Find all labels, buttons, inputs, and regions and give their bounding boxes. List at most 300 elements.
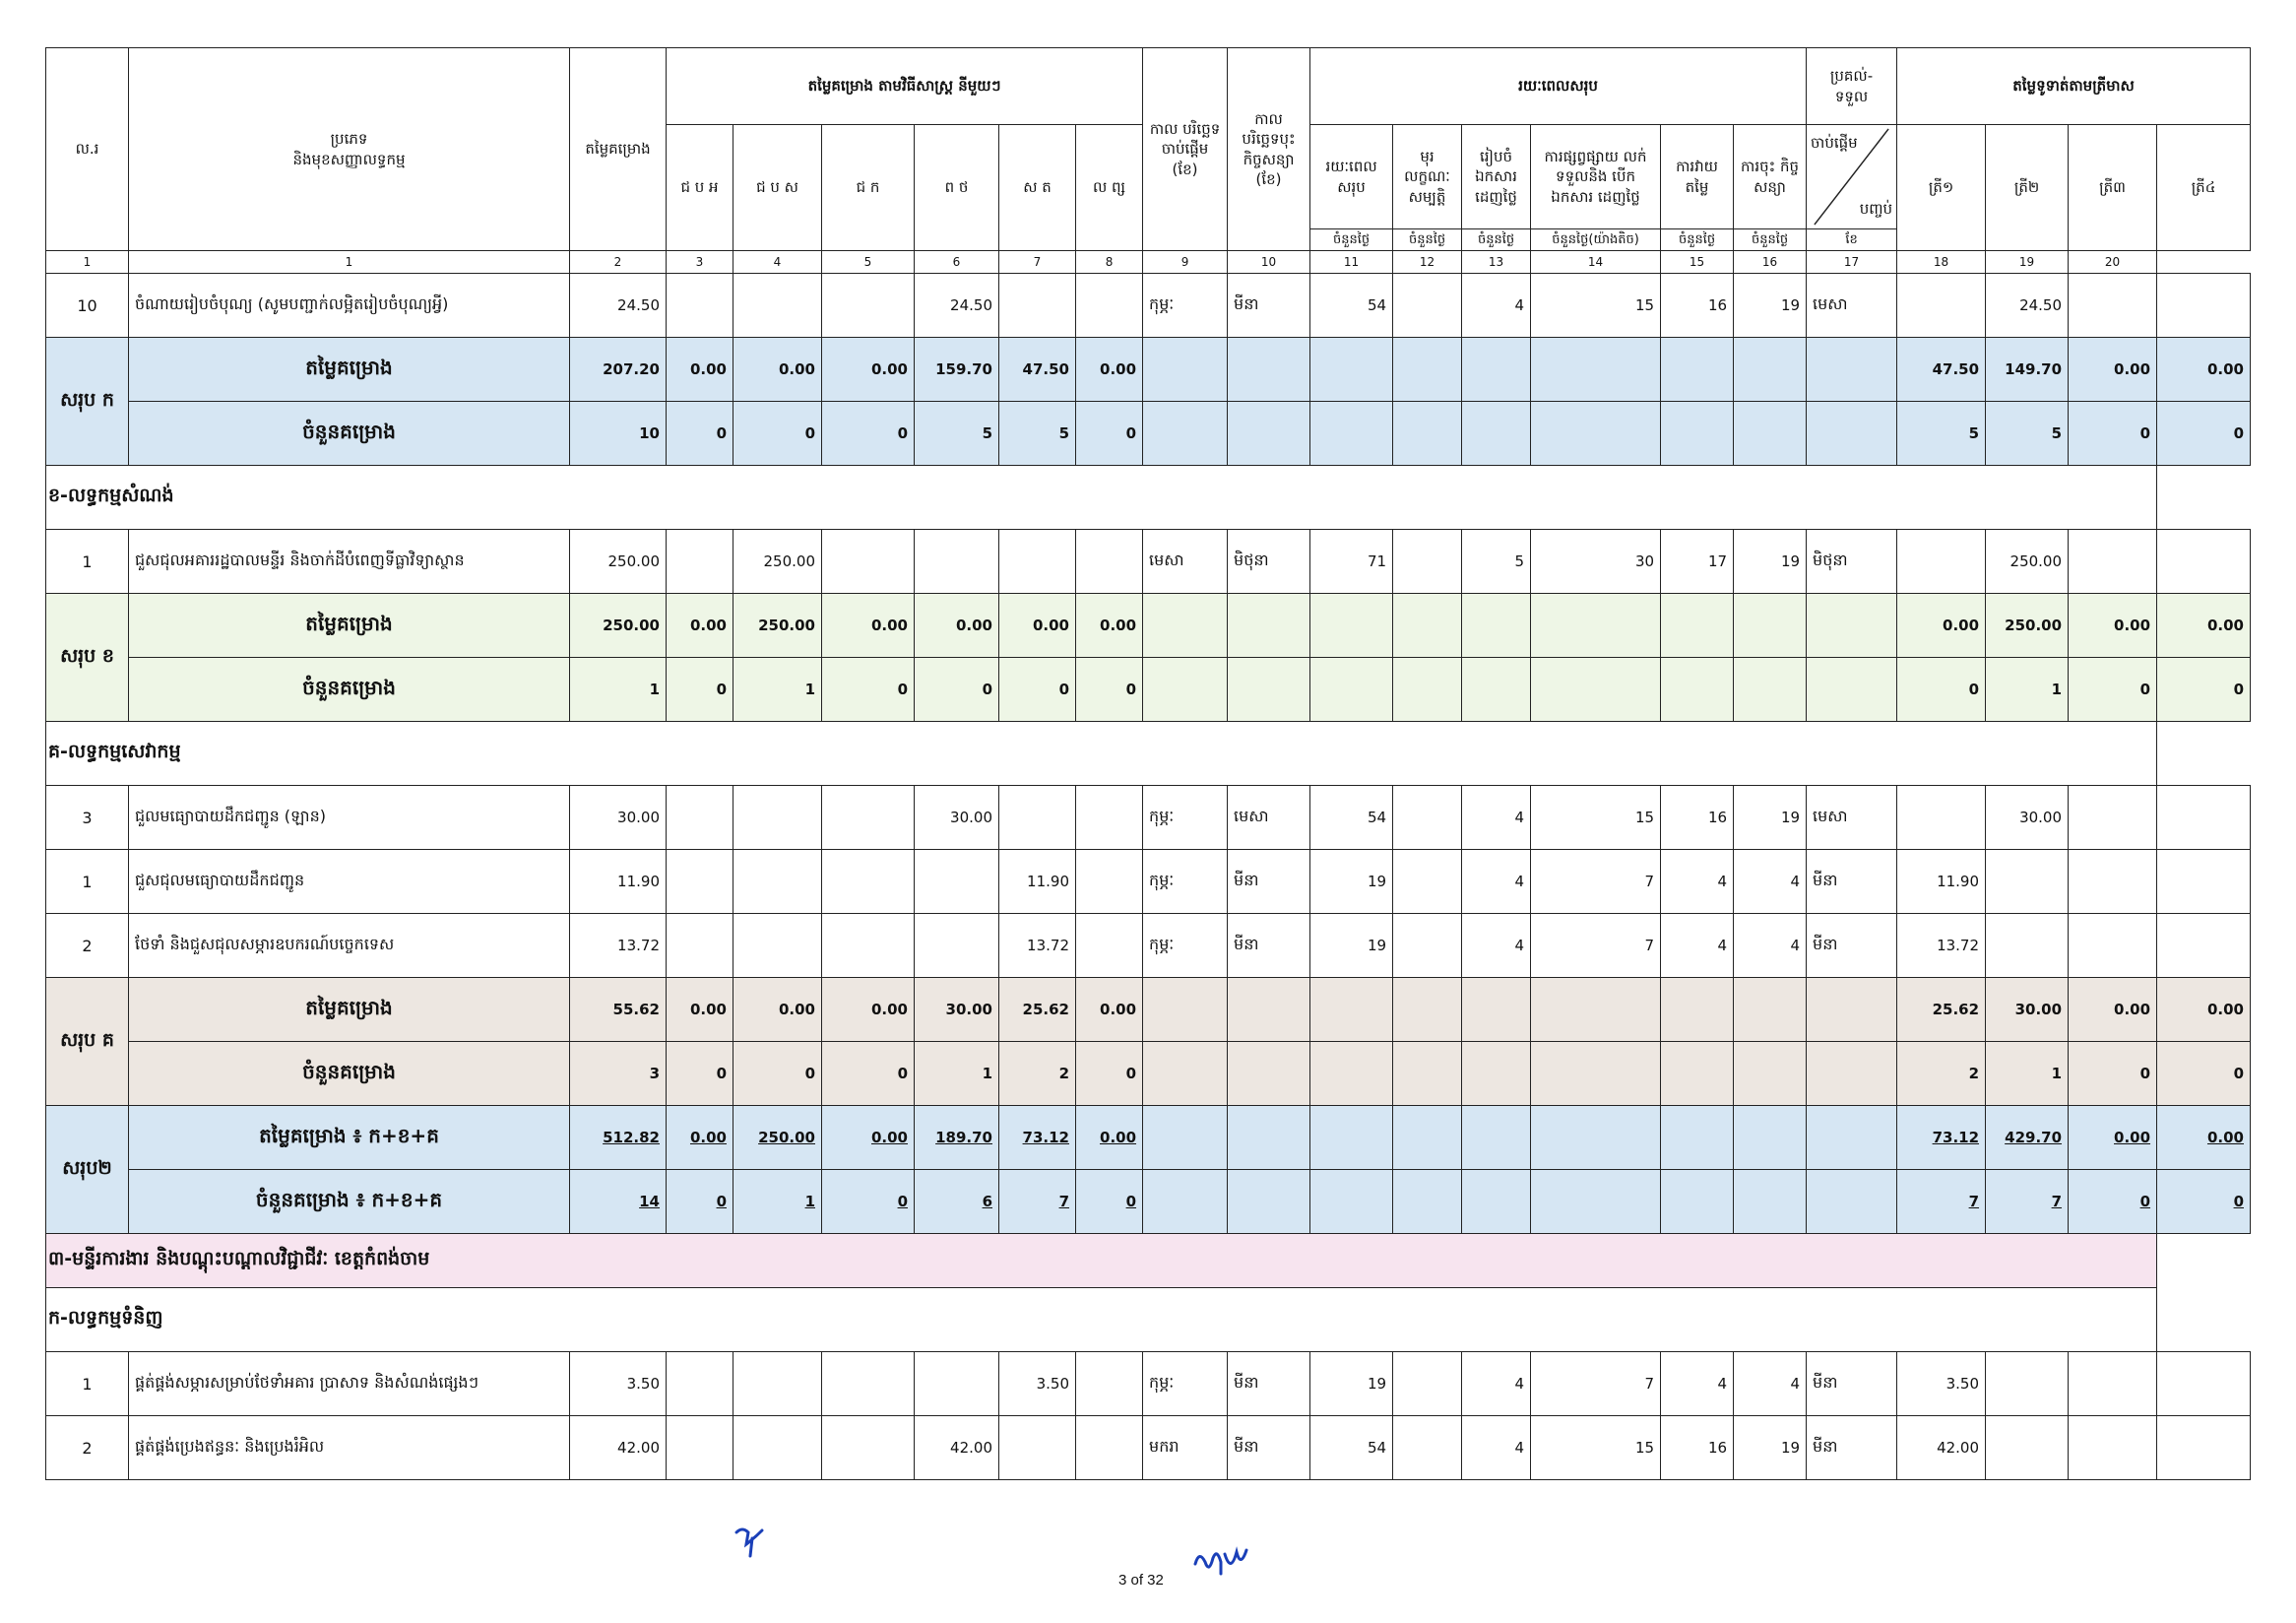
- quarter-total-value: 25.62: [1897, 978, 1986, 1042]
- quarter-total-value: 149.70: [1986, 338, 2069, 402]
- empty-cell: [1228, 338, 1310, 402]
- prepare-days: 4: [1462, 914, 1531, 978]
- method-value: [667, 786, 733, 850]
- publish-days: 15: [1531, 1416, 1661, 1480]
- evaluation-days: 4: [1661, 914, 1734, 978]
- quarter-total-value: 1: [1986, 658, 2069, 722]
- empty-cell: [1310, 1042, 1393, 1106]
- method-value: [733, 274, 822, 338]
- col-number: 18: [1897, 251, 1986, 274]
- empty-cell: [1310, 978, 1393, 1042]
- method-total-value: 0: [822, 402, 915, 466]
- empty-cell: [1143, 402, 1228, 466]
- count-label: ចំនួនគម្រោង: [129, 658, 570, 722]
- count-label: ចំនួនគម្រោង ៖ ក+ខ+គ: [129, 1170, 570, 1234]
- method-value: 30.00: [915, 786, 999, 850]
- method-total-value: 0: [1076, 402, 1143, 466]
- estimate-value: 30.00: [570, 786, 667, 850]
- empty-cell: [1734, 338, 1807, 402]
- method-total-value: 0: [1076, 1170, 1143, 1234]
- start-finish-header: [1807, 125, 1897, 229]
- total-value: 3: [570, 1042, 667, 1106]
- empty-cell: [1734, 1042, 1807, 1106]
- method-total-value: 0: [915, 658, 999, 722]
- method-total-value: 7: [999, 1170, 1076, 1234]
- table-row: [46, 850, 2251, 914]
- item-name: ចំណាយរៀបចំបុណ្យ (សូមបញ្ជាក់លម្អិតរៀបចំបុណ្យអ្វី): [129, 274, 570, 338]
- evaluation-header: ការវាយ តម្លៃ: [1661, 125, 1734, 229]
- quarter-1-value: 11.90: [1897, 850, 1986, 914]
- qualification-header: មុរ លក្ខណៈ សម្បត្តិ: [1393, 125, 1462, 229]
- empty-cell: [1393, 338, 1462, 402]
- method-total-value: 0: [733, 402, 822, 466]
- quarter-2-value: [1986, 850, 2069, 914]
- empty-cell: [1462, 594, 1531, 658]
- empty-cell: [1143, 594, 1228, 658]
- quarter-total-value: 0.00: [2157, 1106, 2251, 1170]
- start-month: កុម្ភៈ: [1143, 274, 1228, 338]
- method-value: [733, 1416, 822, 1480]
- estimate-value: 13.72: [570, 914, 667, 978]
- quarter-total-value: 73.12: [1897, 1106, 1986, 1170]
- method-total-value: 0: [667, 1170, 733, 1234]
- start-month: កុម្ភៈ: [1143, 914, 1228, 978]
- quarter-total-value: 5: [1897, 402, 1986, 466]
- quarter-total-value: 47.50: [1897, 338, 1986, 402]
- quarter-total-value: 7: [1986, 1170, 2069, 1234]
- method-value: [733, 1352, 822, 1416]
- empty-cell: [1462, 658, 1531, 722]
- method-col-5: ជ ក: [822, 125, 915, 251]
- section-title: ក-លទ្ធកម្មទំនិញ: [46, 1288, 2157, 1352]
- section-title: គ-លទ្ធកម្មសេវាកម្ម: [46, 722, 2157, 786]
- empty-cell: [1310, 402, 1393, 466]
- empty-cell: [1393, 1042, 1462, 1106]
- end-month: មីនា: [1228, 274, 1310, 338]
- col-number: 14: [1531, 251, 1661, 274]
- method-value: [822, 786, 915, 850]
- method-total-value: 0.00: [822, 338, 915, 402]
- method-total-value: 250.00: [733, 594, 822, 658]
- col-number: 11: [1310, 251, 1393, 274]
- empty-cell: [1807, 402, 1897, 466]
- days-label: ចំនួនថ្ងៃ: [1661, 229, 1734, 251]
- cost-label: តម្លៃគម្រោង: [129, 338, 570, 402]
- method-total-value: 0: [822, 1042, 915, 1106]
- col-type-header: ប្រភេទ និងមុខសញ្ញាលទ្ធកម្ម: [129, 48, 570, 251]
- method-value: [1076, 786, 1143, 850]
- total-value: 1: [570, 658, 667, 722]
- empty-cell: [1661, 658, 1734, 722]
- sum-label: សរុប២: [46, 1106, 129, 1234]
- empty-cell: [1462, 1106, 1531, 1170]
- method-total-value: 1: [733, 658, 822, 722]
- empty-cell: [1531, 1042, 1661, 1106]
- empty-cell: [1734, 594, 1807, 658]
- item-name: ផ្គត់ផ្គង់ប្រេងឥន្ធនៈ និងប្រេងរំអិល: [129, 1416, 570, 1480]
- empty-cell: [1807, 658, 1897, 722]
- method-total-value: 159.70: [915, 338, 999, 402]
- empty-cell: [1531, 338, 1661, 402]
- method-value: [915, 1352, 999, 1416]
- empty-cell: [1807, 978, 1897, 1042]
- total-value: 14: [570, 1170, 667, 1234]
- duration-days: 19: [1310, 914, 1393, 978]
- cost-label: តម្លៃគម្រោង ៖ ក+ខ+គ: [129, 1106, 570, 1170]
- method-total-value: 0.00: [1076, 978, 1143, 1042]
- end-month: មីនា: [1228, 1352, 1310, 1416]
- method-total-value: 0.00: [667, 594, 733, 658]
- row-number: 2: [46, 914, 129, 978]
- delivery-month: មេសា: [1807, 274, 1897, 338]
- end-month: មេសា: [1228, 786, 1310, 850]
- method-value: [1076, 1352, 1143, 1416]
- prepare-days: 4: [1462, 786, 1531, 850]
- method-value: [999, 786, 1076, 850]
- empty-cell: [1143, 1106, 1228, 1170]
- empty-cell: [1143, 1042, 1228, 1106]
- col-number: 13: [1462, 251, 1531, 274]
- method-value: [667, 274, 733, 338]
- method-total-value: 0.00: [733, 978, 822, 1042]
- publish-days: 7: [1531, 850, 1661, 914]
- col-number: 2: [570, 251, 667, 274]
- quarter-total-value: 0: [2069, 402, 2157, 466]
- method-total-value: 0.00: [915, 594, 999, 658]
- estimate-value: 11.90: [570, 850, 667, 914]
- method-value: [1076, 850, 1143, 914]
- empty-cell: [1143, 1170, 1228, 1234]
- sum-label: សរុប ក: [46, 338, 129, 466]
- delivery-month: មីនា: [1807, 850, 1897, 914]
- cost-label: តម្លៃគម្រោង: [129, 594, 570, 658]
- method-value: 250.00: [733, 530, 822, 594]
- empty-cell: [1393, 594, 1462, 658]
- contract-days: 19: [1734, 274, 1807, 338]
- publish-days: 15: [1531, 274, 1661, 338]
- quarter-3-value: [2069, 1352, 2157, 1416]
- qualification-days: [1393, 1352, 1462, 1416]
- method-total-value: 0.00: [733, 338, 822, 402]
- method-value: [667, 530, 733, 594]
- method-total-value: 5: [915, 402, 999, 466]
- col-no-header: ល.រ: [46, 48, 129, 251]
- empty-cell: [1531, 1170, 1661, 1234]
- method-value: 42.00: [915, 1416, 999, 1480]
- days-label: ចំនួនថ្ងៃ: [1310, 229, 1393, 251]
- table-row: [46, 1416, 2251, 1480]
- duration-days: 54: [1310, 786, 1393, 850]
- quarter-2-value: [1986, 914, 2069, 978]
- days-min-label: ចំនួនថ្ងៃ(យ៉ាងតិច): [1531, 229, 1661, 251]
- row-number: 3: [46, 786, 129, 850]
- signature-initial-2: [1191, 1544, 1250, 1584]
- empty-cell: [1393, 402, 1462, 466]
- method-value: [999, 1416, 1076, 1480]
- quarter-2-value: 30.00: [1986, 786, 2069, 850]
- quarter-total-value: 2: [1897, 1042, 1986, 1106]
- empty-cell: [1531, 1106, 1661, 1170]
- method-total-value: 0: [1076, 658, 1143, 722]
- receive-header: ប្រគល់- ទទួល: [1807, 48, 1897, 125]
- method-value: [1076, 914, 1143, 978]
- qualification-days: [1393, 850, 1462, 914]
- sum-cost-row: [46, 594, 2251, 658]
- empty-cell: [1310, 594, 1393, 658]
- quarter-4-value: [2157, 530, 2251, 594]
- method-value: [822, 914, 915, 978]
- method-total-value: 2: [999, 1042, 1076, 1106]
- sum-label: សរុប ខ: [46, 594, 129, 722]
- empty-cell: [1310, 338, 1393, 402]
- method-value: 3.50: [999, 1352, 1076, 1416]
- empty-cell: [1661, 402, 1734, 466]
- qualification-days: [1393, 274, 1462, 338]
- quarter-2-value: 250.00: [1986, 530, 2069, 594]
- signature-initial-1: [733, 1525, 772, 1564]
- col-number: 17: [1807, 251, 1897, 274]
- method-total-value: 30.00: [915, 978, 999, 1042]
- estimate-value: 24.50: [570, 274, 667, 338]
- quarter-1-value: 3.50: [1897, 1352, 1986, 1416]
- quarter-total-value: 0: [2157, 1042, 2251, 1106]
- section-row: [46, 1288, 2251, 1352]
- col-number: 16: [1734, 251, 1807, 274]
- table-row: [46, 786, 2251, 850]
- empty-cell: [1228, 1042, 1310, 1106]
- qualification-days: [1393, 1416, 1462, 1480]
- empty-cell: [1734, 1170, 1807, 1234]
- col-number: 20: [2069, 251, 2157, 274]
- quarter-4-value: [2157, 1416, 2251, 1480]
- estimate-value: 42.00: [570, 1416, 667, 1480]
- estimate-value: 3.50: [570, 1352, 667, 1416]
- sum-cost-row: [46, 338, 2251, 402]
- method-total-value: 0: [667, 402, 733, 466]
- start-month: មករា: [1143, 1416, 1228, 1480]
- quarter-total-value: 7: [1897, 1170, 1986, 1234]
- quarter-total-value: 0: [2069, 658, 2157, 722]
- method-total-value: 189.70: [915, 1106, 999, 1170]
- quarter-1-value: 42.00: [1897, 1416, 1986, 1480]
- quarter-3-value: [2069, 786, 2157, 850]
- method-total-value: 0.00: [667, 978, 733, 1042]
- quarter-1-header: ត្រី១: [1897, 125, 1986, 251]
- end-month: មីនា: [1228, 1416, 1310, 1480]
- empty-cell: [1228, 1170, 1310, 1234]
- quarter-total-value: 0: [2157, 1170, 2251, 1234]
- quarter-3-value: [2069, 1416, 2157, 1480]
- method-col-7: ស ត: [999, 125, 1076, 251]
- empty-cell: [1807, 594, 1897, 658]
- table-row: [46, 530, 2251, 594]
- item-name: ផ្គត់ផ្គង់សម្ភារសម្រាប់ថែទាំអគារ ប្រាសាទ និងសំណង់ផ្សេងៗ: [129, 1352, 570, 1416]
- method-total-value: 0: [822, 658, 915, 722]
- col-number: 4: [733, 251, 822, 274]
- evaluation-days: 4: [1661, 1352, 1734, 1416]
- empty-cell: [1734, 402, 1807, 466]
- total-value: 250.00: [570, 594, 667, 658]
- start-month: កុម្ភៈ: [1143, 850, 1228, 914]
- section-title: ខ-លទ្ធកម្មសំណង់: [46, 466, 2157, 530]
- method-total-value: 250.00: [733, 1106, 822, 1170]
- empty-cell: [1807, 1106, 1897, 1170]
- method-total-value: 0: [1076, 1042, 1143, 1106]
- quarter-total-value: 0: [2157, 402, 2251, 466]
- delivery-month: មិថុនា: [1807, 530, 1897, 594]
- method-value: [915, 530, 999, 594]
- days-label: ចំនួនថ្ងៃ: [1462, 229, 1531, 251]
- method-value: [822, 1352, 915, 1416]
- col-number: 3: [667, 251, 733, 274]
- duration-group-header: រយៈពេលសរុប: [1310, 48, 1807, 125]
- quarter-total-value: 0.00: [1897, 594, 1986, 658]
- method-total-value: 0: [999, 658, 1076, 722]
- item-name: ជួសជុលអគាររដ្ឋបាលមន្ទីរ និងចាក់ដីបំពេញទីធ្លាវិទ្យាស្ថាន: [129, 530, 570, 594]
- duration-total-header: រយៈពេល សរុប: [1310, 125, 1393, 229]
- method-total-value: 0.00: [1076, 338, 1143, 402]
- grand-sum-cost-row: [46, 1106, 2251, 1170]
- quarter-total-value: 429.70: [1986, 1106, 2069, 1170]
- start-label: ចាប់ផ្តើម: [1811, 134, 1858, 152]
- delivery-month: មេសា: [1807, 786, 1897, 850]
- qualification-days: [1393, 786, 1462, 850]
- method-total-value: 6: [915, 1170, 999, 1234]
- method-total-value: 73.12: [999, 1106, 1076, 1170]
- start-month: មេសា: [1143, 530, 1228, 594]
- method-value: [733, 850, 822, 914]
- method-value: [999, 274, 1076, 338]
- empty-cell: [1310, 658, 1393, 722]
- table-row: [46, 274, 2251, 338]
- row-number: 1: [46, 530, 129, 594]
- quarter-total-value: 0.00: [2069, 594, 2157, 658]
- method-total-value: 0: [667, 1042, 733, 1106]
- method-total-value: 0.00: [1076, 594, 1143, 658]
- quarter-total-value: 5: [1986, 402, 2069, 466]
- sum-count-row: [46, 658, 2251, 722]
- method-value: [915, 914, 999, 978]
- delivery-month: មីនា: [1807, 914, 1897, 978]
- method-value: 24.50: [915, 274, 999, 338]
- count-label: ចំនួនគម្រោង: [129, 402, 570, 466]
- method-total-value: 0.00: [999, 594, 1076, 658]
- empty-cell: [1661, 978, 1734, 1042]
- empty-cell: [1734, 658, 1807, 722]
- contract-days: 4: [1734, 850, 1807, 914]
- contract-days: 19: [1734, 786, 1807, 850]
- item-name: ជួសជុលមធ្យោបាយដឹកជញ្ជូន: [129, 850, 570, 914]
- evaluation-days: 16: [1661, 1416, 1734, 1480]
- method-total-value: 1: [733, 1170, 822, 1234]
- row-number: 2: [46, 1416, 129, 1480]
- method-col-6: ព ថ: [915, 125, 999, 251]
- empty-cell: [1143, 978, 1228, 1042]
- month-label: ខែ: [1807, 229, 1897, 251]
- prepare-days: 4: [1462, 850, 1531, 914]
- empty-cell: [1807, 338, 1897, 402]
- quarter-3-value: [2069, 274, 2157, 338]
- quarter-2-value: [1986, 1416, 2069, 1480]
- col-number: 15: [1661, 251, 1734, 274]
- empty-cell: [1393, 978, 1462, 1042]
- quarter-total-value: 0.00: [2157, 594, 2251, 658]
- quarter-total-value: 0: [2157, 658, 2251, 722]
- total-value: 512.82: [570, 1106, 667, 1170]
- empty-cell: [1531, 658, 1661, 722]
- publish-header: ការផ្សព្វផ្សាយ លក់ ទទួលនិង បើកឯកសារ ដេញថ្លៃ: [1531, 125, 1661, 229]
- total-value: 55.62: [570, 978, 667, 1042]
- quarter-4-value: [2157, 786, 2251, 850]
- method-total-value: 0.00: [822, 1106, 915, 1170]
- quarter-3-value: [2069, 914, 2157, 978]
- empty-cell: [1661, 1170, 1734, 1234]
- empty-cell: [1661, 338, 1734, 402]
- qualification-days: [1393, 530, 1462, 594]
- duration-days: 54: [1310, 1416, 1393, 1480]
- quarter-4-header: ត្រី៤: [2157, 125, 2251, 251]
- publish-days: 30: [1531, 530, 1661, 594]
- method-value: [999, 530, 1076, 594]
- publish-days: 15: [1531, 786, 1661, 850]
- method-value: [667, 850, 733, 914]
- empty-cell: [1661, 594, 1734, 658]
- finish-label: បញ្ចប់: [1859, 199, 1893, 218]
- empty-cell: [1393, 1170, 1462, 1234]
- empty-cell: [1661, 1042, 1734, 1106]
- quarter-total-value: 1: [1986, 1042, 2069, 1106]
- method-value: [1076, 274, 1143, 338]
- total-value: 10: [570, 402, 667, 466]
- quarter-total-value: 0.00: [2069, 1106, 2157, 1170]
- quarter-2-value: [1986, 1352, 2069, 1416]
- empty-cell: [1310, 1170, 1393, 1234]
- col-number: 1: [46, 251, 129, 274]
- item-name: ជួលមធ្យោបាយដឹកជញ្ជូន (ឡាន): [129, 786, 570, 850]
- contract-header: ការចុះ កិច្ចសន្យា: [1734, 125, 1807, 229]
- quarter-1-value: [1897, 530, 1986, 594]
- by-method-header: តម្លៃគម្រោង តាមវិធីសាស្ត្រ នីមួយៗ: [667, 48, 1143, 125]
- empty-cell: [1734, 1106, 1807, 1170]
- evaluation-days: 16: [1661, 274, 1734, 338]
- prepare-days: 4: [1462, 1352, 1531, 1416]
- count-label: ចំនួនគម្រោង: [129, 1042, 570, 1106]
- quarter-1-value: [1897, 786, 1986, 850]
- method-total-value: 1: [915, 1042, 999, 1106]
- contract-days: 4: [1734, 914, 1807, 978]
- method-value: [822, 530, 915, 594]
- method-value: [733, 914, 822, 978]
- publish-days: 7: [1531, 914, 1661, 978]
- quarter-total-value: 0: [2069, 1042, 2157, 1106]
- method-total-value: 0.00: [822, 978, 915, 1042]
- method-total-value: 0: [822, 1170, 915, 1234]
- empty-cell: [1462, 402, 1531, 466]
- empty-cell: [1807, 1042, 1897, 1106]
- empty-cell: [1393, 658, 1462, 722]
- method-value: [733, 786, 822, 850]
- empty-cell: [1462, 338, 1531, 402]
- sum-cost-row: [46, 978, 2251, 1042]
- empty-cell: [1228, 978, 1310, 1042]
- column-number-row: [46, 251, 2251, 274]
- quarter-group-header: តម្លៃទូទាត់តាមត្រីមាស: [1897, 48, 2251, 125]
- empty-cell: [1393, 1106, 1462, 1170]
- duration-days: 19: [1310, 850, 1393, 914]
- duration-days: 54: [1310, 274, 1393, 338]
- empty-cell: [1228, 594, 1310, 658]
- estimate-value: 250.00: [570, 530, 667, 594]
